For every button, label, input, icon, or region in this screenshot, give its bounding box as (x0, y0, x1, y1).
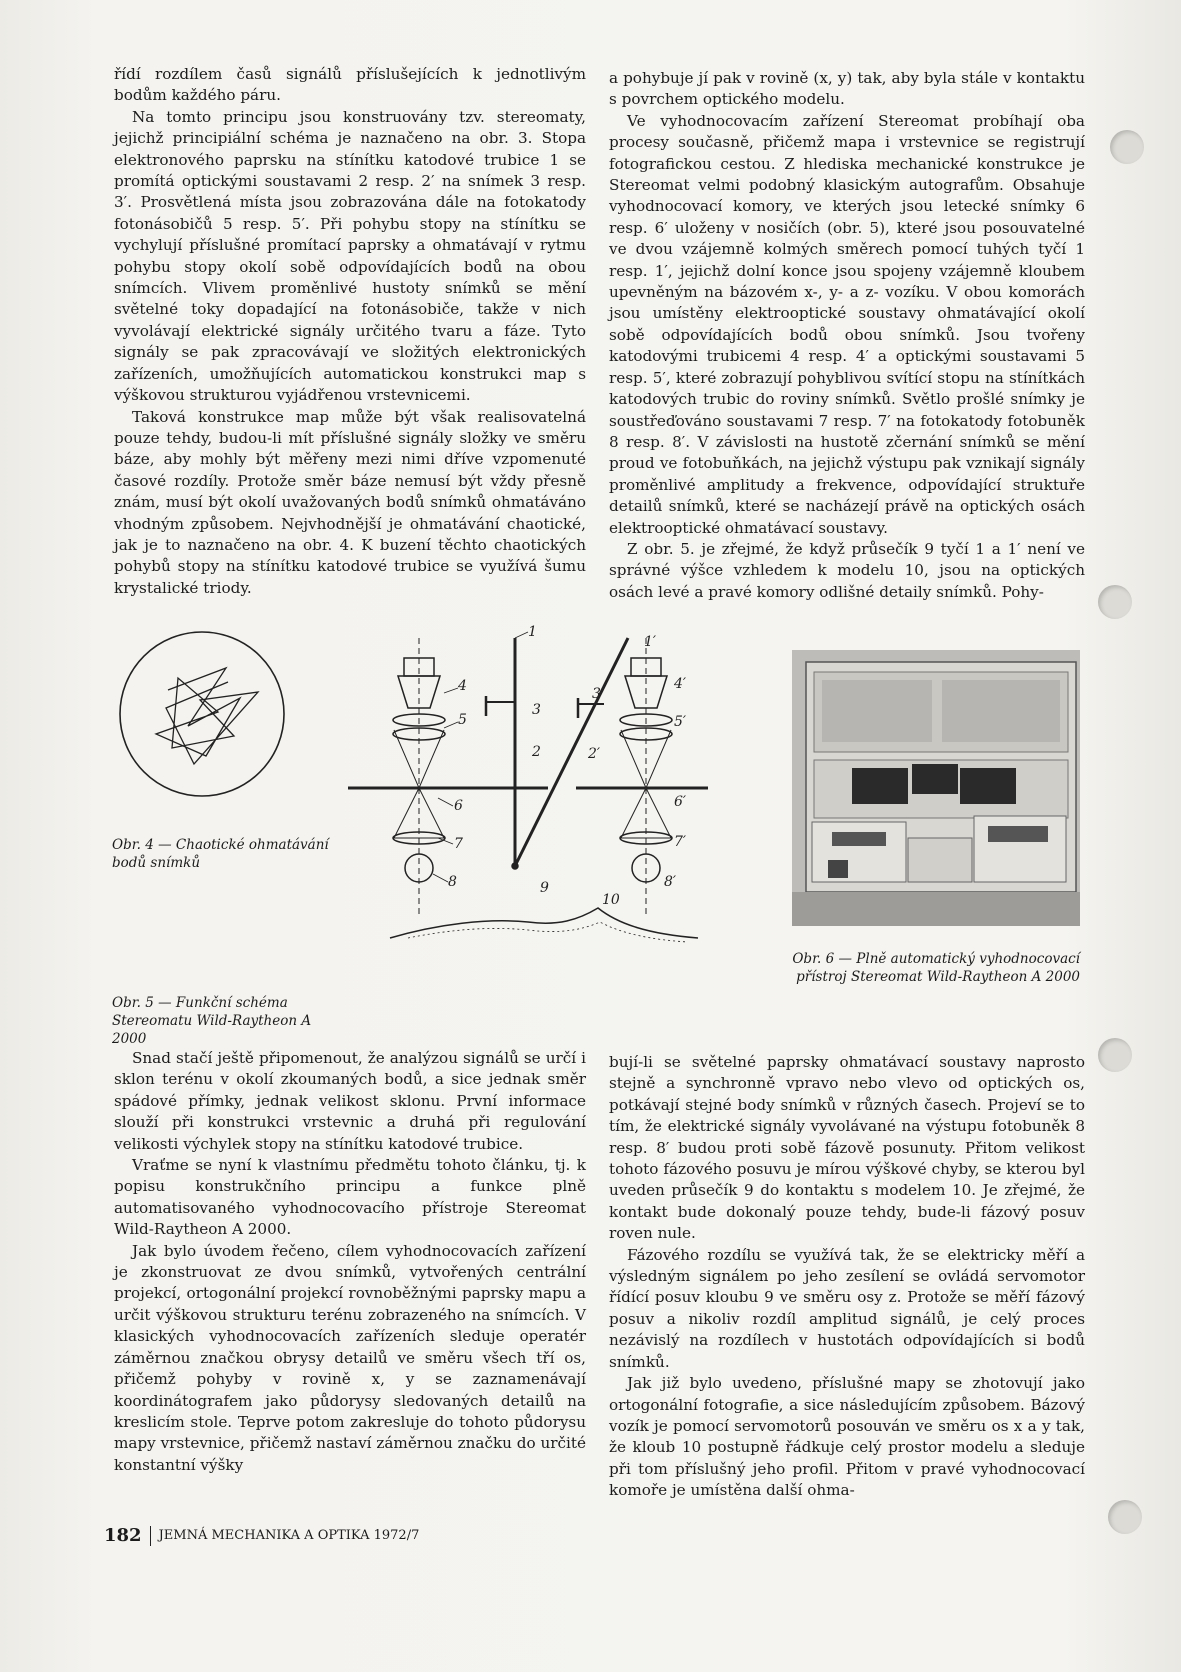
label-6-prime: 6′ (674, 794, 687, 810)
label-5: 5 (458, 712, 467, 728)
paragraph: Jak bylo úvodem řečeno, cílem vyhodnocovacích zařízení je zkonstruovat ze dvou snímků, vytvořených centrální projekcí, ortogonální projekcí rovnoběžnými paprsky mapu a určit výškovou strukturu terénu zobrazeného na snímcích. V klasických vyhodnocovacích zařízeních sleduje operatér záměrnou značkou obrysy detailů ve směru všech tří os, přičemž pohyby v rovině x, y se zaznamenávají koordinátografem jako půdorysy sledovaných detailů na kreslicím stole. Teprve potom zakresluje do tohoto půdorysu mapy vrstevnice, přičemž nastaví záměrnou značku do určité konstantní výšky (114, 1241, 586, 1474)
paragraph: řídí rozdílem časů signálů příslušejících k jednotlivým bodům každého páru. (114, 65, 586, 105)
punch-hole-lower (1098, 1038, 1132, 1072)
text-column-3 (114, 1048, 586, 1476)
label-3: 3 (532, 702, 541, 718)
caption-obr4: Obr. 4 — Chaotické ohmatávání bodů snímků (112, 837, 329, 871)
stereomat-scheme (348, 632, 708, 942)
punch-hole-top (1110, 130, 1144, 164)
label-4-prime: 4′ (674, 676, 687, 692)
text-column-1 (114, 64, 586, 599)
label-1-prime: 1′ (644, 634, 657, 650)
stereomat-photo (792, 650, 1080, 926)
label-1: 1 (528, 624, 537, 640)
caption-obr6: Obr. 6 — Plně automatický vyhodnocovací přístroj Stereomat Wild-Raytheon A 2000 (792, 951, 1080, 985)
label-2-prime: 2′ (588, 746, 601, 762)
label-2: 2 (532, 744, 541, 760)
chaotic-scan-figure (120, 632, 284, 796)
paragraph: Fázového rozdílu se využívá tak, že se elektricky měří a výsledným signálem po jeho zesílení se ovládá servomotor řídící posuv kloubu 9 ve směru osy z. Protože se měří fázový posuv a nikoliv rozdíl amplitud signálů, je celý proces nezávislý na rozdílech v hustotách odpovídajících si bodů snímků. (609, 1245, 1085, 1371)
text-column-4 (609, 1052, 1085, 1502)
paragraph: Taková konstrukce map může být však realisovatelná pouze tehdy, budou-li mít příslušné signály složky ve směru báze, aby mohly být měřeny mezi nimi dříve vzpomenuté časové rozdíly. Protože směr báze nemusí být vždy přesně znám, musí být okolí uvažovaných bodů snímků ohmatáváno vhodným způsobem. Nejvhodnější je ohmatávání chaotické, jak je to naznačeno na obr. 4. K buzení těchto chaotických pohybů stopy na stínítku katodové trubice se využívá šumu krystalické triody. (114, 407, 586, 597)
punch-hole-middle (1098, 585, 1132, 619)
label-8-prime: 8′ (664, 874, 677, 890)
label-7: 7 (454, 836, 463, 852)
paragraph: bují-li se světelné paprsky ohmatávací soustavy naprosto stejně a synchronně vpravo nebo vlevo od optických os, potkávají stejné body snímků v různých časech. Projeví se to tím, že elektrické signály vyvolávané na výstupu fotobuněk 8 resp. 8′ budou proti sobě fázově posunuty. Přitom velikost tohoto fázového posuvu je mírou výškové chyby, se kterou byl uveden průsečík 9 do kontaktu s modelem 10. Je zřejmé, že kontakt bude dokonalý pouze tehdy, bude-li fázový posuv roven nule. (609, 1053, 1085, 1243)
paragraph: Ve vyhodnocovacím zařízení Stereomat probíhají oba procesy současně, přičemž mapa i vrstevnice se registrují fotografickou cestou. Z hlediska mechanické konstrukce je Stereomat velmi podobný klasickým autografům. Obsahuje vyhodnocovací komory, ve kterých jsou letecké snímky 6 resp. 6′ uloženy v nosičích (obr. 5), které jsou posouvatelné ve dvou vzájemně kolmých směrech pomocí tuhých tyčí 1 resp. 1′, jejichž dolní konce jsou spojeny vzájemně kloubem upevněným na bázovém x-, y- a z- vozíku. V obou komorách jsou umístěny elektrooptické soustavy ohmatávající okolí sobě odpovídajících bodů obou snímků. Jsou tvořeny katodovými trubicemi 4 resp. 4′ a optickými soustavami 5 resp. 5′, které zobrazují pohyblivou svítící stopu na stínítkách katodových trubic do roviny snímků. Světlo prošlé snímky je soustřeďováno soustavami 7 resp. 7′ na fotokatody fotobuněk 8 resp. 8′. V závislosti na hustotě zčernání snímků se mění proud ve fotobuňkách, na jejichž výstupu pak vznikají signály proměnlivé amplitudy a frekvence, odpovídající struktuře detailů snímků, které se nacházejí právě na optických osách elektrooptické ohmatávací soustavy. (609, 111, 1085, 537)
label-6: 6 (454, 798, 463, 814)
paragraph: Jak již bylo uvedeno, příslušné mapy se zhotovují jako ortogonální fotografie, a sice následujícím způsobem. Bázový vozík je pomocí servomotorů posouván ve směru os x a y tak, že kloub 10 postupně řádkuje celý prostor modelu a sleduje při tom příslušný jeho profil. Přitom v pravé vyhodnocovací komoře je umístěna další ohma- (609, 1374, 1085, 1500)
scheme-labels (448, 624, 687, 908)
label-4: 4 (458, 678, 467, 694)
page-number: 182 (104, 1525, 142, 1546)
label-8: 8 (448, 874, 457, 890)
label-10: 10 (602, 892, 620, 908)
paragraph: Na tomto principu jsou konstruovány tzv. stereomaty, jejichž principiální schéma je naznačeno na obr. 3. Stopa elektronového paprsku na stínítku katodové trubice 1 se promítá optickými soustavami 2 resp. 2′ na snímek 3 resp. 3′. Prosvětlená místa jsou zobrazována dále na fotokatody fotonásobičů 5 resp. 5′. Při pohybu stopy na stínítku se vychylují příslušné promítací paprsky a ohmatávají v rytmu pohybu stopy okolí sobě odpovídajících bodů na obou snímcích. Vlivem proměnlivé hustoty snímků se mění světelné toky dopadající na fotonásobiče, takže v nich vyvolávají elektrické signály určitého tvaru a fáze. Tyto signály se pak zpracovávají ve složitých elektronických zařízeních, umožňujících automatickou konstrukci map s výškovou strukturou vyjádřenou vrstevnicemi. (114, 107, 586, 405)
text-column-2 (609, 68, 1085, 603)
label-5-prime: 5′ (674, 714, 687, 730)
label-3-prime: 3′ (592, 686, 605, 702)
punch-hole-bottom (1108, 1500, 1142, 1534)
paragraph: Z obr. 5. je zřejmé, že když průsečík 9 tyčí 1 a 1′ není ve správné výšce vzhledem k modelu 10, jsou na optických osách levé a pravé komory odlišné detaily snímků. Pohy- (609, 539, 1085, 601)
footer-divider (150, 1526, 151, 1546)
label-9: 9 (540, 880, 549, 896)
label-7-prime: 7′ (674, 834, 687, 850)
paragraph: Snad stačí ještě připomenout, že analýzou signálů se určí i sklon terénu v okolí zkoumaných bodů, a sice jednak směr spádové přímky, jednak velikost sklonu. První informace slouží při konstrukci vrstevnic a druhá při regulování velikosti výchylek stopy na stínítku katodové trubice. (114, 1049, 586, 1153)
paragraph: Vraťme se nyní k vlastnímu předmětu tohoto článku, tj. k popisu konstrukčního principu a funkce plně automatisovaného vyhodnocovacího přístroje Stereomat Wild-Raytheon A 2000. (114, 1156, 586, 1239)
journal-title: JEMNÁ MECHANIKA A OPTIKA 1972/7 (158, 1528, 420, 1543)
paragraph: a pohybuje jí pak v rovině (x, y) tak, aby byla stále v kontaktu s povrchem optického modelu. (609, 69, 1085, 109)
page-footer (104, 1525, 419, 1546)
caption-obr5: Obr. 5 — Funkční schéma Stereomatu Wild-Raytheon A 2000 (112, 995, 312, 1047)
